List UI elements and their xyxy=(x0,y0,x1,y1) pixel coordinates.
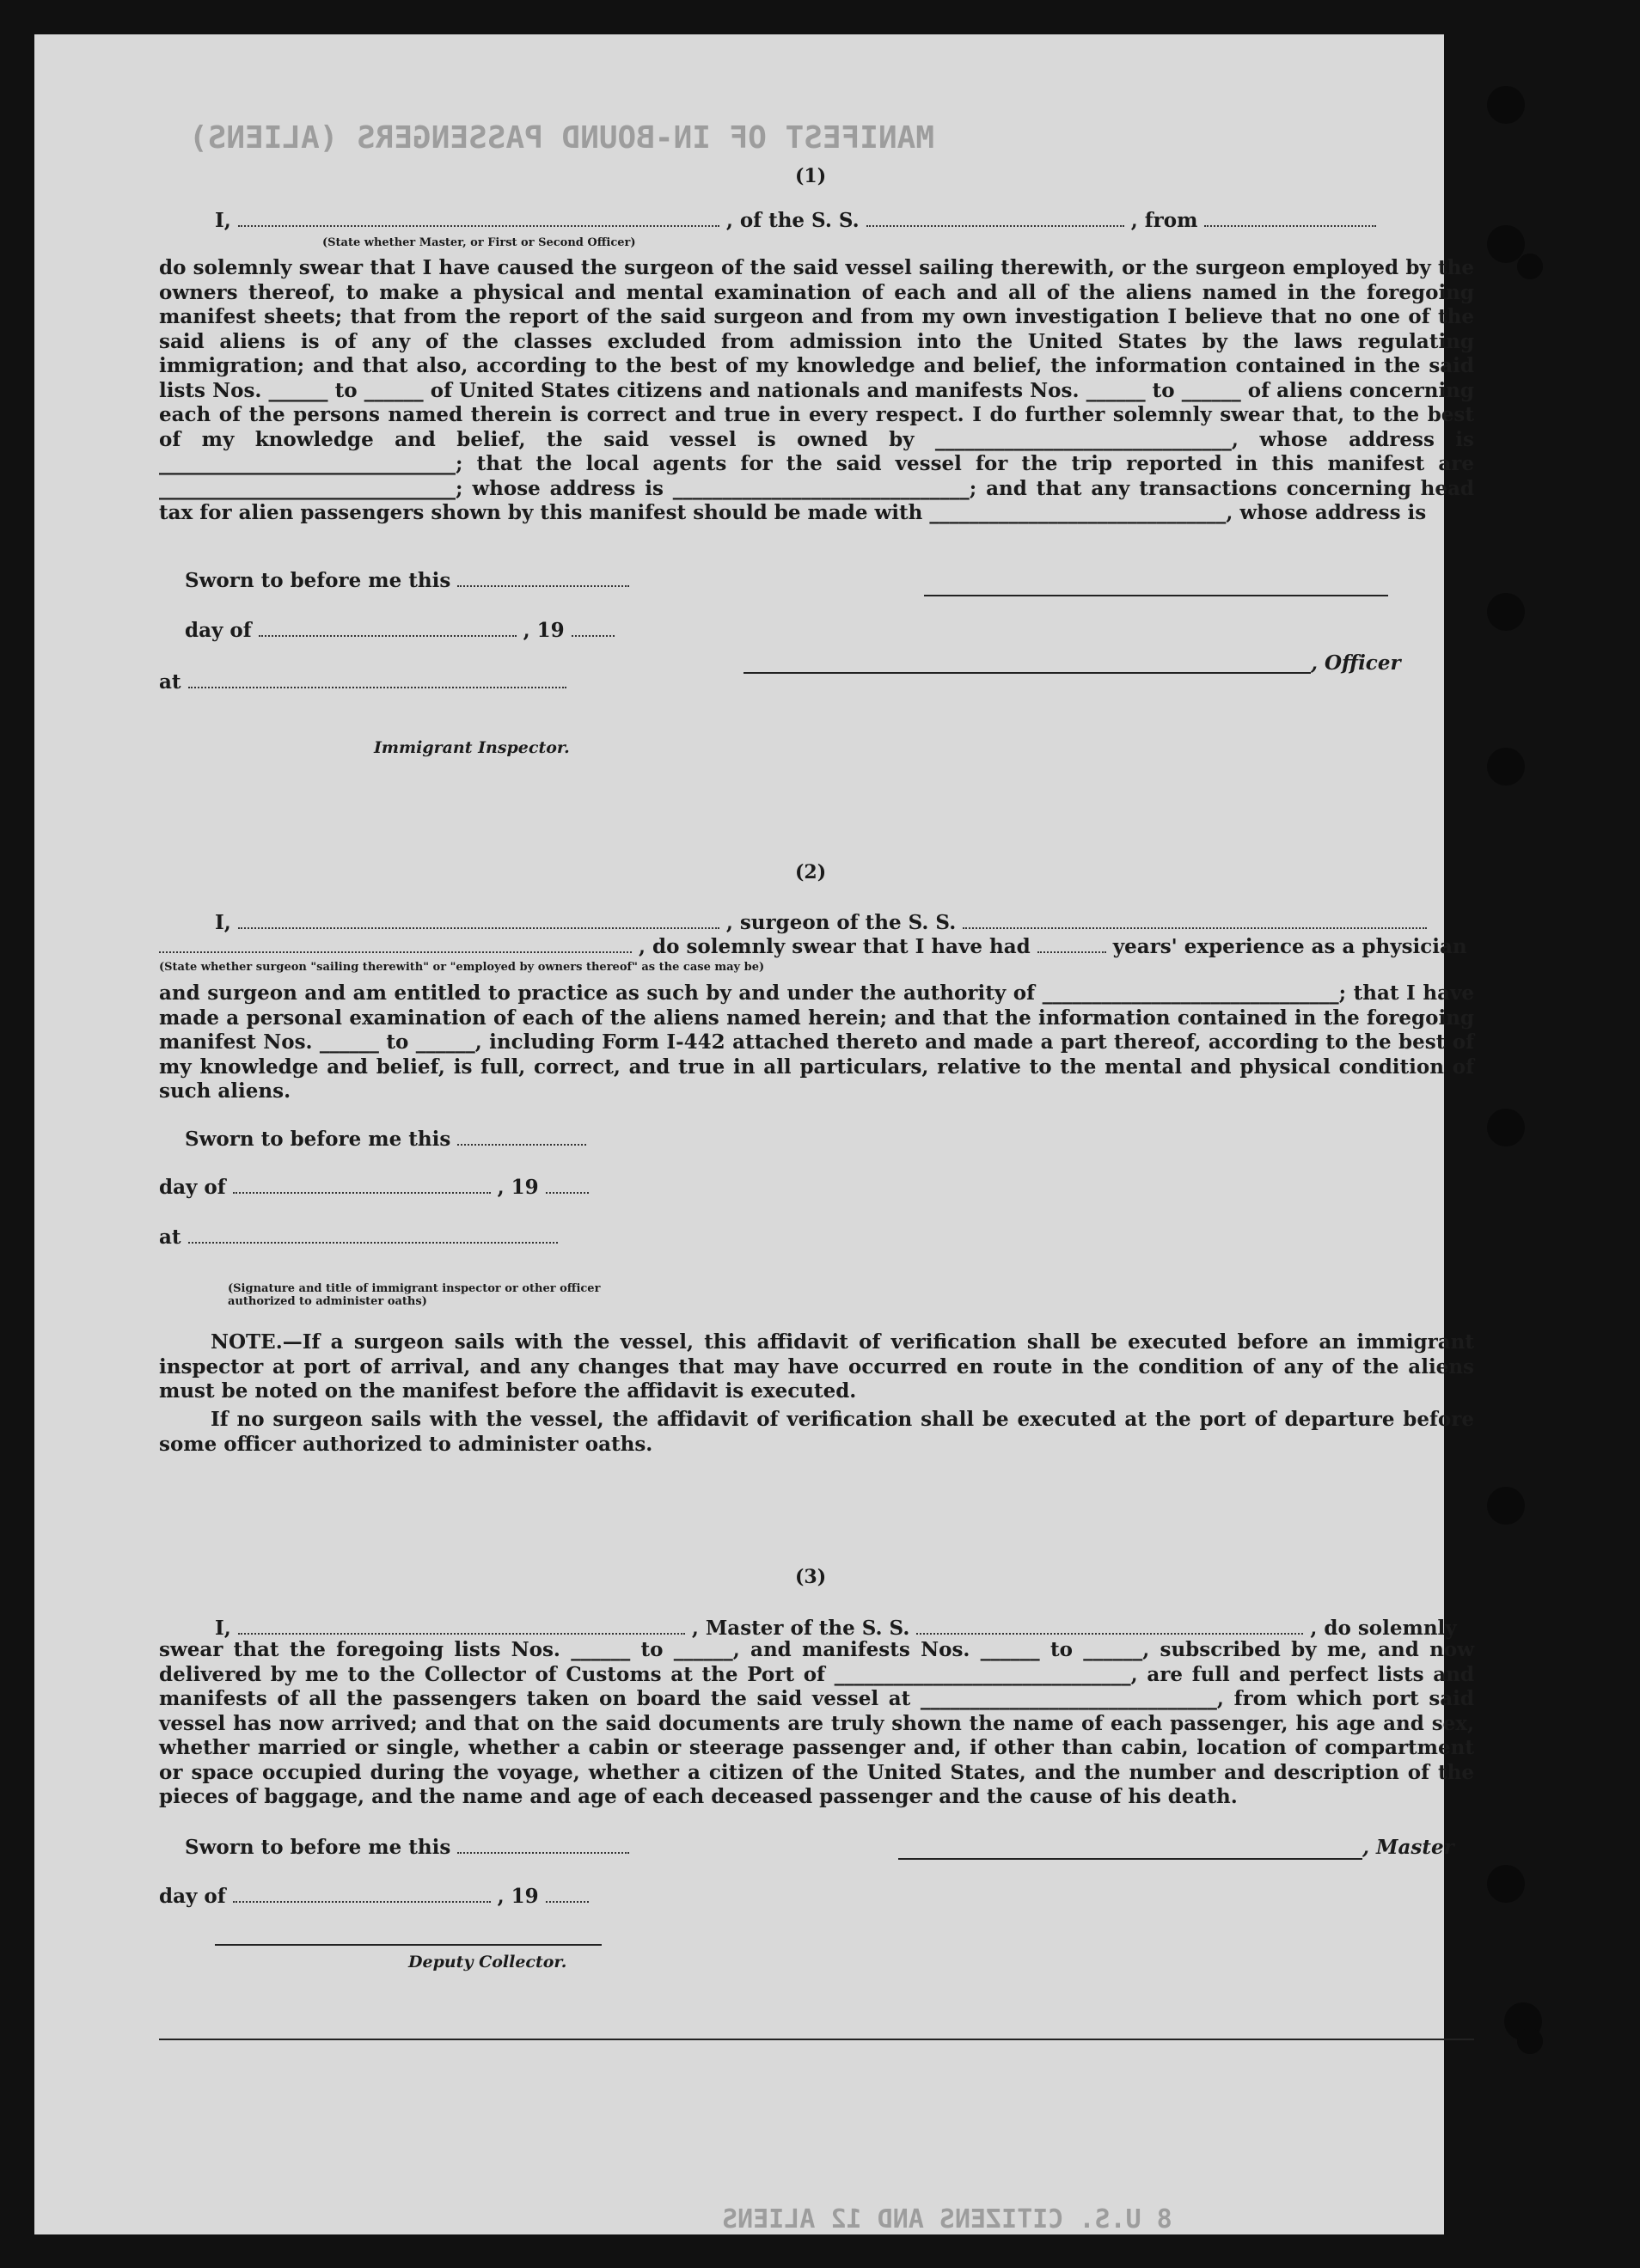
punch-hole xyxy=(1517,254,1543,279)
section-1-caption: (State whether Master, or First or Second Officer) xyxy=(322,236,636,249)
master-title: , Master xyxy=(1362,1836,1454,1859)
deputy-collector-label: Deputy Collector. xyxy=(408,1953,567,1972)
note-paragraph-1: NOTE.—If a surgeon sails with the vessel, this affidavit of verification shall be executed before an immigrant inspector at port of arrival, and any changes that may have occurred en route in the condition of any of the aliens must be noted on the manifest before the affidavit is executed. xyxy=(159,1330,1474,1403)
at-field[interactable] xyxy=(188,671,566,688)
section-1-intro xyxy=(215,209,1453,232)
surgeon-name-field[interactable] xyxy=(238,912,719,929)
from-port-field[interactable] xyxy=(1204,210,1376,227)
section-1-day: day of , 19 xyxy=(185,619,615,642)
sworn-date-field-2[interactable] xyxy=(457,1128,586,1146)
section-3-number: (3) xyxy=(795,1566,827,1588)
sworn-date-field[interactable] xyxy=(457,570,629,587)
vessel-name-field[interactable] xyxy=(866,210,1124,227)
section-2-number: (2) xyxy=(795,861,827,883)
surgeon-vessel-field[interactable] xyxy=(963,912,1427,929)
section-1-number: (1) xyxy=(795,165,827,187)
punch-hole xyxy=(1517,2028,1543,2054)
punch-hole xyxy=(1487,225,1525,263)
section-3-intro: I, , Master of the S. S. , do solemnly xyxy=(215,1617,1457,1640)
note-paragraph-2: If no surgeon sails with the vessel, the affidavit of verification shall be executed at the port of departure before some officer authorized to administer oaths. xyxy=(159,1408,1474,1456)
bleed-through-header: MANIFEST OF IN-BOUND PASSENGERS (ALIENS) xyxy=(189,120,934,156)
signature-caption: (Signature and title of immigrant inspector or other officer authorized to administer oaths) xyxy=(228,1282,601,1308)
punch-hole xyxy=(1487,1109,1525,1146)
section-3-sworn: Sworn to before me this xyxy=(185,1836,629,1859)
section-2-sworn: Sworn to before me this xyxy=(185,1128,586,1151)
day-field[interactable] xyxy=(259,620,517,637)
day-field-3[interactable] xyxy=(233,1886,491,1903)
years-field[interactable] xyxy=(1037,936,1106,953)
officer-signature-line xyxy=(924,595,1388,596)
master-vessel-field[interactable] xyxy=(916,1617,1303,1635)
vessel-label: , of the S. S. xyxy=(725,209,860,232)
punch-hole xyxy=(1487,1865,1525,1903)
punch-hole xyxy=(1487,593,1525,631)
bleed-through-footer: 8 U.S. CITIZENS AND 12 ALIENS xyxy=(722,2204,1172,2234)
master-name-field[interactable] xyxy=(238,1617,685,1635)
punch-hole xyxy=(1487,86,1525,124)
bottom-rule xyxy=(159,2039,1474,2040)
punch-hole xyxy=(1487,1487,1525,1525)
section-2-day: day of , 19 xyxy=(159,1176,589,1199)
officer-name-field[interactable] xyxy=(238,210,719,227)
master-signature-line xyxy=(898,1858,1362,1860)
officer-line xyxy=(744,672,1311,674)
surgeon-status-field[interactable] xyxy=(159,936,632,953)
document-page xyxy=(34,34,1474,2234)
section-1-body: do solemnly swear that I have caused the surgeon of the said vessel sailing therewith, or the surgeon employed by the owners thereof, to make a physical and mental examination of each and all of the aliens named in the foregoing manifest sheets; that from the report of the said surgeon and from my own investigation I believe that no one of the said aliens is of any of the classes excluded from admission into the United States by the laws regulating immigration; and that also, according to the best of my knowledge and belief, the information contained in the said lists Nos. ______ to ______ of United States citizens and nationals and manifests Nos. ______ to ______ of aliens concerning each of the persons named therein is correct and true in every respect. I do further solemnly swear that, to the best of my knowledge and belief, the said vessel is owned by ______________________________, whose address is ______________________________; that the local agents for the said vessel for the trip reported in this manifest are ______________________________; whose address is ______________________________; and that any transactions concerning head tax for alien passengers shown by this manifest should be made with ______________________________, whose address is xyxy=(159,256,1474,524)
section-1-sworn: Sworn to before me this xyxy=(185,569,629,592)
section-1-at: at xyxy=(159,670,566,694)
intro-i: I, xyxy=(215,209,231,232)
section-2-caption: (State whether surgeon "sailing therewith" or "employed by owners thereof" as the case may be) xyxy=(159,961,765,974)
section-2-at: at xyxy=(159,1226,558,1249)
section-2-intro: I, , surgeon of the S. S. xyxy=(215,911,1427,934)
officer-title: , Officer xyxy=(1311,651,1401,675)
immigrant-inspector-label: Immigrant Inspector. xyxy=(374,738,570,757)
deputy-signature-line xyxy=(215,1944,602,1946)
year-field-2[interactable] xyxy=(546,1177,589,1194)
section-2-body: and surgeon and am entitled to practice as such by and under the authority of ______________________________; that I have made a personal examination of each of the aliens named herein; and that the information contained in the foregoing manifest Nos. ______ to ______, including Form I-442 attached thereto and made a part thereof, according to the best of my knowledge and belief, is full, correct, and true in all particulars, relative to the mental and physical condition of such aliens. xyxy=(159,981,1474,1103)
year-field[interactable] xyxy=(572,620,615,637)
year-field-3[interactable] xyxy=(546,1886,589,1903)
section-3-body: swear that the foregoing lists Nos. ______ to ______, and manifests Nos. ______ to ______, subscribed by me, and now delivered by me to the Collector of Customs at the Port of ______________________________, are full and perfect lists and manifests of all the passengers taken on board the said vessel at ______________________________, from which port said vessel has now arrived; and that on the said documents are truly shown the name of each passenger, his age and sex, whether married or single, whether a cabin or steerage passenger and, if other than cabin, location of compartment or space occupied during the voyage, whether a citizen of the United States, and the number and description of the pieces of baggage, and the name and age of each deceased passenger and the cause of his death. xyxy=(159,1638,1474,1808)
section-3-day: day of , 19 xyxy=(159,1885,589,1908)
section-2-swear: , do solemnly swear that I have had years' experience as a physician xyxy=(159,935,1467,958)
day-field-2[interactable] xyxy=(233,1177,491,1194)
sworn-date-field-3[interactable] xyxy=(457,1837,629,1854)
from-label: , from xyxy=(1130,209,1198,232)
at-field-2[interactable] xyxy=(188,1226,558,1244)
punch-hole xyxy=(1487,748,1525,786)
